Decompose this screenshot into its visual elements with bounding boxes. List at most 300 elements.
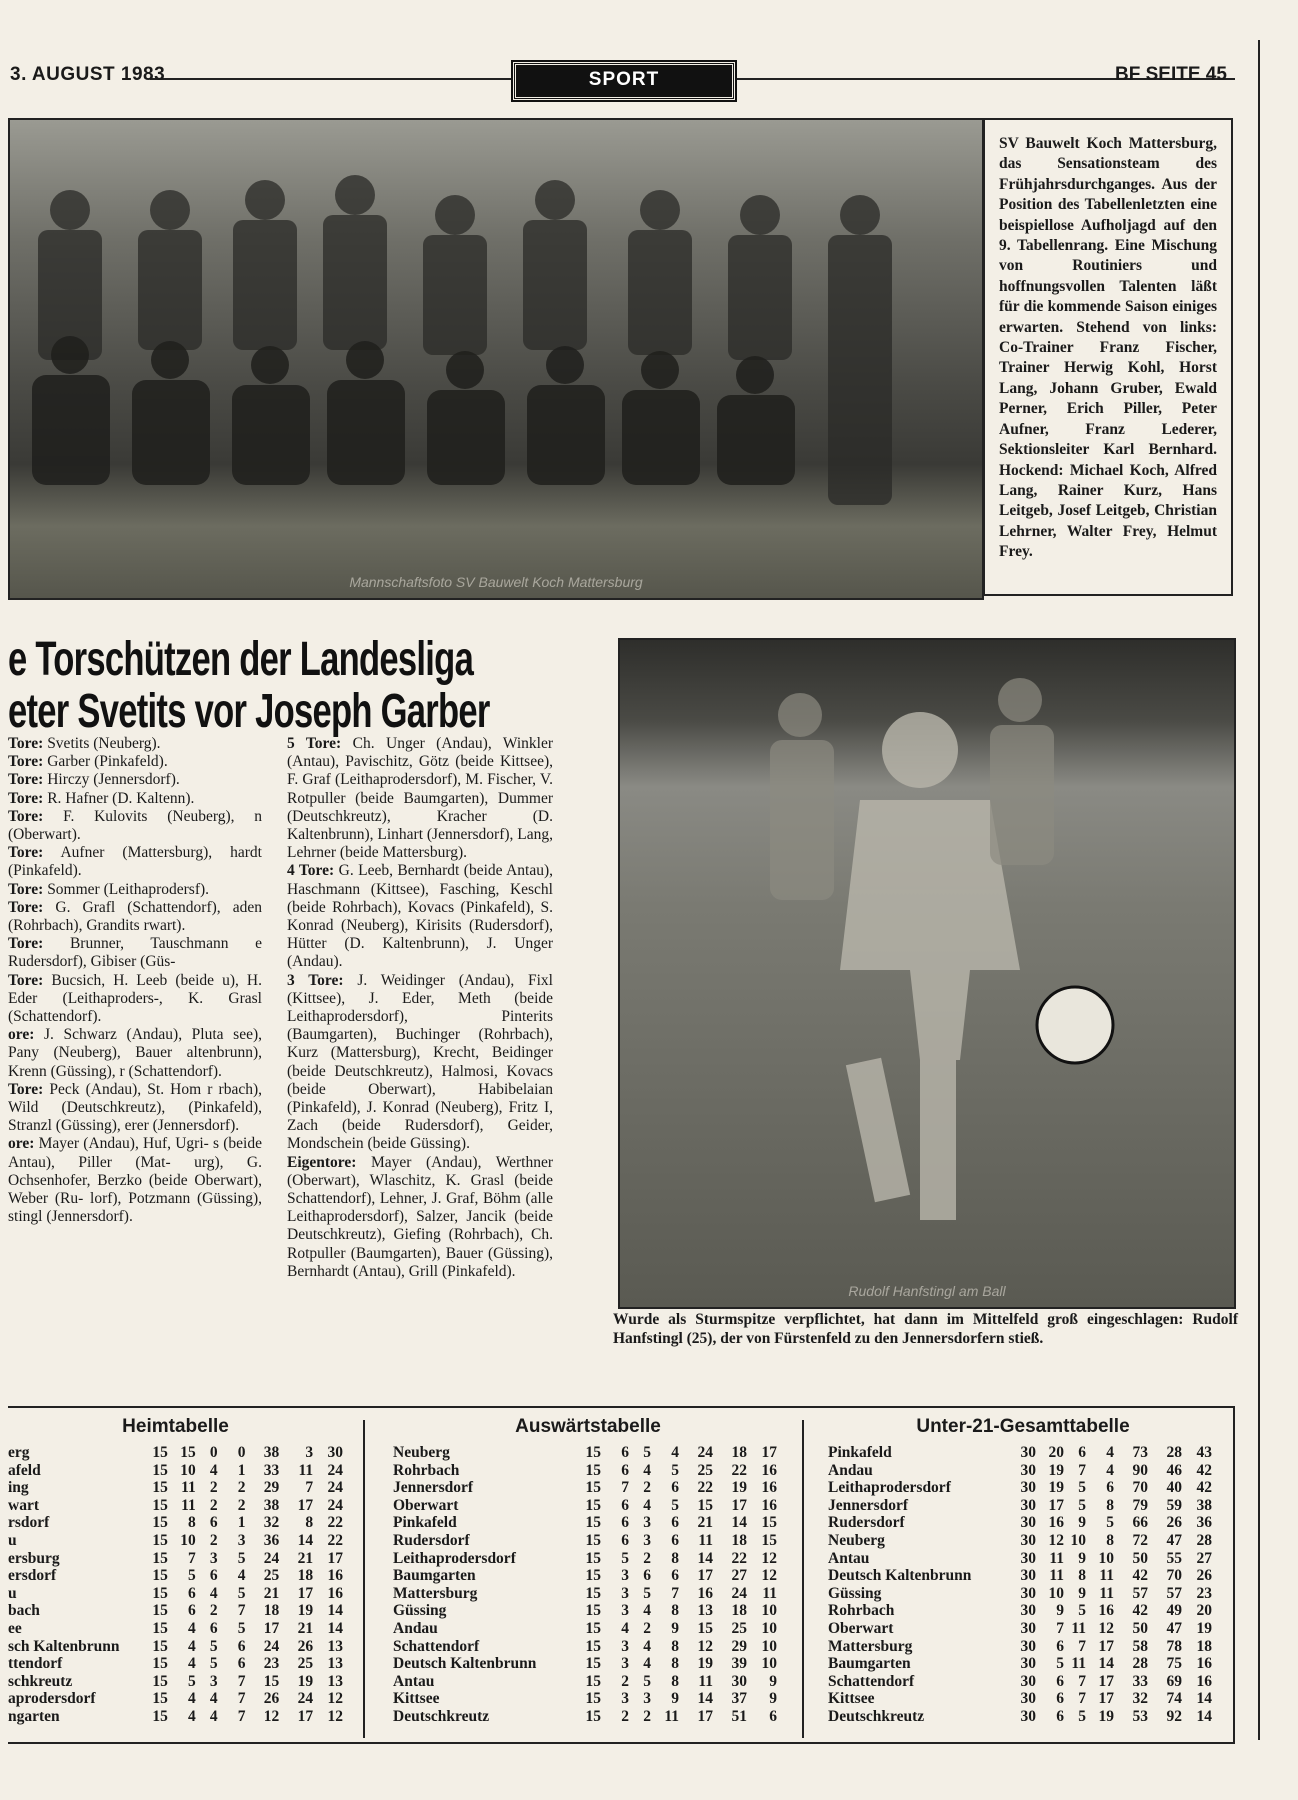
goal-count-label: Tore: — [8, 753, 44, 771]
stat-cell: 7 — [237, 1690, 246, 1708]
stat-cell: 15 — [152, 1655, 168, 1673]
stat-cell: 17 — [1098, 1672, 1114, 1690]
player-silhouette — [620, 640, 1234, 1307]
stat-cell: 38 — [263, 1444, 280, 1461]
scorer-names: G. Leeb, Bernhardt (beide Antau), Haschmann (Kittsee), Fasching, Keschl (beide Rohrbach), Kovacs (Pinkafeld), S. Konrad (Neuberg), Kirisits (Rudersdorf), Hütter (D. Kaltenbrunn), J. Unger (Andau). — [287, 862, 553, 971]
table-row — [8, 1708, 343, 1726]
stat-cell: 47 — [1166, 1619, 1182, 1637]
team-name-cell: u — [8, 1584, 17, 1602]
team-name-cell: Pinkafeld — [828, 1444, 892, 1461]
stat-cell: 6 — [187, 1584, 196, 1602]
stat-cell: 75 — [1166, 1655, 1182, 1673]
stat-cell: 15 — [152, 1690, 168, 1708]
table-row — [393, 1479, 783, 1497]
issue-date: 3. AUGUST 1983 — [10, 64, 166, 85]
table-row — [8, 1620, 343, 1638]
stat-cell: 5 — [643, 1444, 651, 1461]
stat-cell: 10 — [761, 1602, 777, 1620]
stat-cell: 15 — [585, 1461, 601, 1479]
stat-cell: 4 — [643, 1602, 651, 1620]
scorer-names: Svetits (Neuberg). — [43, 735, 161, 752]
team-name-cell: Deutsch Kaltenbrunn — [828, 1567, 972, 1585]
table-row — [393, 1602, 783, 1620]
stat-cell: 15 — [152, 1461, 168, 1479]
team-name-cell: Deutschkreutz — [393, 1707, 490, 1725]
stat-cell: 15 — [180, 1444, 196, 1461]
stat-cell: 15 — [697, 1496, 713, 1514]
stat-cell: 12 — [1098, 1619, 1114, 1637]
goal-count-label: Tore: — [8, 880, 44, 898]
stat-cell: 9 — [769, 1672, 777, 1690]
team-name-cell: Leithaprodersdorf — [828, 1479, 951, 1497]
table-row — [8, 1690, 343, 1708]
scorer-entry — [8, 1081, 262, 1136]
goal-count-label: ore: — [8, 1026, 35, 1044]
team-name-cell: Deutsch Kaltenbrunn — [393, 1655, 537, 1673]
stat-cell: 58 — [1132, 1637, 1148, 1655]
stat-cell: 23 — [263, 1655, 280, 1673]
stat-cell: 55 — [1166, 1549, 1182, 1567]
stat-cell: 5 — [237, 1619, 246, 1637]
table-row — [828, 1497, 1218, 1515]
team-name-cell: Neuberg — [393, 1444, 450, 1461]
stat-cell: 28 — [1166, 1444, 1182, 1461]
stat-cell: 15 — [761, 1531, 777, 1549]
table-row — [828, 1444, 1218, 1462]
stat-cell: 15 — [152, 1531, 168, 1549]
team-name-cell: erg — [8, 1444, 30, 1461]
stat-cell: 30 — [1020, 1514, 1036, 1532]
stat-cell: 39 — [731, 1655, 747, 1673]
goal-count-label: Tore: — [8, 771, 44, 789]
stat-cell: 5 — [671, 1461, 679, 1479]
table-row — [8, 1444, 343, 1462]
stat-cell: 18 — [731, 1602, 747, 1620]
stat-cell: 37 — [731, 1690, 747, 1708]
stat-cell: 17 — [697, 1707, 713, 1725]
table-row — [8, 1462, 343, 1480]
table-row — [828, 1462, 1218, 1480]
table-row — [8, 1655, 343, 1673]
team-name-cell: Andau — [393, 1619, 438, 1637]
stat-cell: 24 — [731, 1584, 747, 1602]
stat-cell: 2 — [209, 1531, 218, 1549]
stat-cell: 8 — [671, 1602, 679, 1620]
stat-cell: 24 — [297, 1690, 314, 1708]
scorer-entry — [8, 771, 262, 789]
stat-cell: 17 — [297, 1584, 314, 1602]
stat-cell: 73 — [1132, 1444, 1148, 1461]
stat-cell: 15 — [152, 1584, 168, 1602]
stat-cell: 10 — [180, 1531, 196, 1549]
scorer-entry — [8, 844, 262, 880]
stat-cell: 15 — [263, 1672, 280, 1690]
stat-cell: 19 — [297, 1602, 314, 1620]
stat-cell: 17 — [297, 1496, 314, 1514]
team-photo-caption: SV Bauwelt Koch Mattersburg, das Sensationsteam des Frühjahrsdurchganges. Aus der Position des Tabellenletzten eine beispiellose Aufholjagd auf den 9. Tabellenrang. Eine Mischung von Routiniers und hoffnungsvollen Talenten läßt für die kommende Saison einiges erwarten. Stehend von links: Co-Trainer Franz Fischer, Trainer Herwig Kohl, Horst Lang, Johann Gruber, Ewald Perner, Erich Piller, Peter Aufner, Franz Lederer, Sektionsleiter Karl Bernhard. Hockend: Michael Koch, Alfred Lang, Rainer Kurz, Hans Leitgeb, Josef Leitgeb, Christian Lehrner, Walter Frey, Helmut Frey. — [983, 118, 1233, 596]
stat-cell: 8 — [1106, 1496, 1114, 1514]
stat-cell: 24 — [263, 1637, 280, 1655]
stat-cell: 29 — [263, 1479, 280, 1497]
table-row — [393, 1585, 783, 1603]
stat-cell: 47 — [1166, 1531, 1182, 1549]
stat-cell: 15 — [585, 1496, 601, 1514]
stat-cell: 18 — [731, 1531, 747, 1549]
table-row — [828, 1479, 1218, 1497]
stat-cell: 33 — [1132, 1672, 1148, 1690]
stat-cell: 15 — [585, 1655, 601, 1673]
team-name-cell: Güssing — [828, 1584, 882, 1602]
stat-cell: 21 — [697, 1514, 713, 1532]
stat-cell: 6 — [643, 1567, 651, 1585]
team-name-cell: u — [8, 1531, 17, 1549]
article-headline: e Torschützen der Landesliga — [8, 633, 474, 686]
team-name-cell: ersburg — [8, 1549, 60, 1567]
stat-cell: 3 — [621, 1602, 629, 1620]
table-row — [8, 1532, 343, 1550]
table-row — [828, 1620, 1218, 1638]
stat-cell: 15 — [152, 1672, 168, 1690]
table-row — [8, 1585, 343, 1603]
table-row — [393, 1550, 783, 1568]
stat-cell: 19 — [1048, 1461, 1064, 1479]
stat-cell: 15 — [152, 1567, 168, 1585]
stat-cell: 6 — [671, 1531, 679, 1549]
stat-cell: 11 — [1099, 1584, 1114, 1602]
team-name-cell: Oberwart — [393, 1496, 459, 1514]
stat-cell: 0 — [209, 1444, 218, 1461]
team-name-cell: Güssing — [393, 1602, 447, 1620]
stat-cell: 11 — [181, 1496, 196, 1514]
stat-cell: 6 — [621, 1514, 629, 1532]
stat-cell: 6 — [671, 1514, 679, 1532]
stat-cell: 2 — [621, 1672, 629, 1690]
stat-cell: 8 — [1106, 1531, 1114, 1549]
stat-cell: 57 — [1166, 1584, 1182, 1602]
scorer-entry — [287, 972, 553, 1154]
stat-cell: 15 — [152, 1637, 168, 1655]
scorer-entry — [8, 881, 262, 899]
table-row — [393, 1567, 783, 1585]
scorer-names: J. Weidinger (Andau), Fixl (Kittsee), J. Eder, Meth (beide Leithaprodersdorf), Pinterits (Baumgarten), Buchinger (Rohrbach), Kurz (Mattersburg), Krecht, Beidinger (beide Deutschkreutz), Halmosi, Kovacs (beide Oberwart), Habibelaian (Pinkafeld), J. Konrad (Neuberg), Fritz I, Zach (beide Rudersdorf), Geider, Mondschein (beide Güssing). — [287, 971, 553, 1153]
stat-cell: 6 — [621, 1461, 629, 1479]
stat-cell: 7 — [671, 1584, 679, 1602]
stat-cell: 12 — [263, 1707, 280, 1725]
scorer-names: Garber (Pinkafeld). — [43, 753, 168, 771]
team-name-cell: Neuberg — [828, 1531, 885, 1549]
stat-cell: 42 — [1196, 1479, 1212, 1497]
stat-cell: 25 — [297, 1655, 314, 1673]
away-table — [393, 1416, 783, 1726]
stat-cell: 20 — [1196, 1602, 1212, 1620]
stat-cell: 51 — [731, 1707, 747, 1725]
stat-cell: 11 — [664, 1707, 679, 1725]
stat-cell: 78 — [1166, 1637, 1182, 1655]
scorer-entry — [8, 935, 262, 971]
team-silhouettes — [10, 120, 982, 598]
stat-cell: 14 — [327, 1619, 343, 1637]
stat-cell: 7 — [1078, 1637, 1086, 1655]
stat-cell: 5 — [1078, 1602, 1086, 1620]
scorer-names: G. Grafl (Schattendorf), aden (Rohrbach), Grandits rwart). — [8, 898, 262, 935]
stat-cell: 6 — [187, 1602, 196, 1620]
stat-cell: 15 — [585, 1619, 601, 1637]
team-name-cell: ersdorf — [8, 1567, 57, 1585]
stat-cell: 27 — [1196, 1549, 1212, 1567]
stat-cell: 2 — [643, 1549, 651, 1567]
stat-cell: 19 — [297, 1672, 314, 1690]
team-name-cell: Rudersdorf — [828, 1514, 905, 1532]
goal-count-label: 4 Tore: — [287, 862, 335, 880]
scorer-names: Mayer (Andau), Huf, Ugri- s (beide Antau), Piller (Mat- urg), G. Ochsenhofer, Berzko (beide Oberwart), Weber (Ru- lorf), Potzmann (Güssing), stingl (Jennersdorf). — [8, 1135, 262, 1226]
table-row — [8, 1673, 343, 1691]
table-row — [828, 1708, 1218, 1726]
stat-cell: 42 — [1132, 1567, 1148, 1585]
stat-cell: 9 — [671, 1619, 679, 1637]
stat-cell: 22 — [731, 1461, 747, 1479]
stat-cell: 6 — [671, 1567, 679, 1585]
scorer-entry — [8, 753, 262, 771]
stat-cell: 36 — [1196, 1514, 1212, 1532]
stat-cell: 72 — [1132, 1531, 1148, 1549]
table-row — [393, 1690, 783, 1708]
team-name-cell: Schattendorf — [393, 1637, 480, 1655]
section-label: SPORT — [513, 62, 735, 100]
stat-cell: 25 — [263, 1567, 280, 1585]
stat-cell: 5 — [1078, 1479, 1086, 1497]
team-name-cell: ttendorf — [8, 1655, 63, 1673]
stat-cell: 15 — [761, 1514, 777, 1532]
stat-cell: 12 — [697, 1637, 713, 1655]
stat-cell: 5 — [187, 1672, 196, 1690]
stat-cell: 5 — [671, 1496, 679, 1514]
stat-cell: 30 — [1020, 1479, 1036, 1497]
table-row — [393, 1444, 783, 1462]
stat-cell: 3 — [305, 1444, 314, 1461]
table-row — [8, 1550, 343, 1568]
stat-cell: 1 — [237, 1514, 246, 1532]
goal-count-label: Tore: — [8, 971, 44, 989]
stat-cell: 6 — [1056, 1690, 1064, 1708]
stat-cell: 14 — [297, 1531, 314, 1549]
stat-cell: 4 — [237, 1567, 246, 1585]
stat-cell: 38 — [1196, 1496, 1212, 1514]
stat-cell: 28 — [1132, 1655, 1148, 1673]
stat-cell: 2 — [209, 1479, 218, 1497]
stat-cell: 4 — [187, 1619, 196, 1637]
stat-cell: 4 — [187, 1690, 196, 1708]
stat-cell: 15 — [152, 1479, 168, 1497]
scorer-names: Brunner, Tauschmann e Rudersdorf), Gibiser (Güs- — [8, 935, 262, 971]
stat-cell: 49 — [1166, 1602, 1182, 1620]
stat-cell: 30 — [1020, 1637, 1036, 1655]
stat-cell: 21 — [297, 1619, 314, 1637]
stat-cell: 4 — [209, 1707, 218, 1725]
table-row — [828, 1514, 1218, 1532]
stat-cell: 15 — [152, 1619, 168, 1637]
stat-cell: 2 — [643, 1479, 651, 1497]
stat-cell: 66 — [1132, 1514, 1148, 1532]
stat-cell: 92 — [1166, 1707, 1182, 1725]
stat-cell: 24 — [327, 1461, 343, 1479]
table-row — [393, 1497, 783, 1515]
stat-cell: 6 — [237, 1637, 246, 1655]
team-name-cell: afeld — [8, 1461, 41, 1479]
article-subheadline: eter Svetits vor Joseph Garber — [8, 685, 490, 738]
stat-cell: 30 — [1020, 1444, 1036, 1461]
stat-cell: 18 — [731, 1444, 747, 1461]
stat-cell: 11 — [298, 1461, 314, 1479]
table-divider — [802, 1420, 804, 1738]
team-name-cell: Jennersdorf — [828, 1496, 909, 1514]
stat-cell: 4 — [643, 1655, 651, 1673]
stat-cell: 17 — [731, 1496, 747, 1514]
scorer-names: R. Hafner (D. Kaltenn). — [43, 789, 195, 807]
stat-cell: 17 — [1048, 1496, 1064, 1514]
scorer-entry — [8, 899, 262, 935]
scorer-entry — [8, 808, 262, 844]
stat-cell: 6 — [209, 1514, 218, 1532]
stat-cell: 22 — [327, 1514, 343, 1532]
team-name-cell: wart — [8, 1496, 39, 1514]
stat-cell: 11 — [1071, 1655, 1086, 1673]
column-rule — [1258, 40, 1260, 1740]
home-table-title: Heimtabelle — [122, 1416, 229, 1437]
table-row — [8, 1497, 343, 1515]
home-table — [8, 1416, 343, 1726]
stat-cell: 16 — [1048, 1514, 1064, 1532]
stat-cell: 4 — [643, 1496, 651, 1514]
team-name-cell: aprodersdorf — [8, 1690, 96, 1708]
stat-cell: 46 — [1166, 1461, 1182, 1479]
scorer-names: Peck (Andau), St. Hom r rbach), Wild (Deutschkreutz), (Pinkafeld), Stranzl (Güssing), erer (Jennersdorf). — [8, 1080, 262, 1135]
stat-cell: 42 — [1196, 1461, 1212, 1479]
stat-cell: 18 — [263, 1602, 280, 1620]
stat-cell: 8 — [671, 1549, 679, 1567]
stat-cell: 11 — [762, 1584, 777, 1602]
stat-cell: 17 — [761, 1444, 777, 1461]
stat-cell: 15 — [585, 1549, 601, 1567]
stat-cell: 4 — [209, 1690, 218, 1708]
stat-cell: 2 — [643, 1707, 651, 1725]
table-row — [393, 1638, 783, 1656]
stat-cell: 15 — [152, 1514, 168, 1532]
stat-cell: 3 — [621, 1584, 629, 1602]
stat-cell: 21 — [263, 1584, 280, 1602]
stat-cell: 6 — [1106, 1479, 1114, 1497]
team-name-cell: sch Kaltenbrunn — [8, 1637, 120, 1655]
stat-cell: 19 — [1196, 1619, 1212, 1637]
team-name-cell: bach — [8, 1602, 40, 1620]
stat-cell: 5 — [187, 1567, 196, 1585]
stat-cell: 25 — [697, 1461, 713, 1479]
stat-cell: 9 — [1078, 1514, 1086, 1532]
team-name-cell: Rohrbach — [828, 1602, 895, 1620]
stat-cell: 7 — [237, 1672, 246, 1690]
stat-cell: 21 — [297, 1549, 314, 1567]
table-row — [8, 1602, 343, 1620]
table-row — [393, 1514, 783, 1532]
stat-cell: 15 — [585, 1567, 601, 1585]
stat-cell: 30 — [1020, 1584, 1036, 1602]
stat-cell: 5 — [209, 1637, 218, 1655]
goal-count-label: Tore: — [8, 735, 44, 752]
table-row — [828, 1638, 1218, 1656]
goal-count-label: Tore: — [8, 1080, 44, 1098]
stat-cell: 28 — [1196, 1531, 1212, 1549]
scorer-names: Sommer (Leithaprodersf). — [43, 880, 210, 898]
stat-cell: 15 — [152, 1707, 168, 1725]
stat-cell: 9 — [1078, 1549, 1086, 1567]
stat-cell: 16 — [327, 1567, 343, 1585]
stat-cell: 30 — [1020, 1549, 1036, 1567]
team-name-cell: Rudersdorf — [393, 1531, 470, 1549]
stat-cell: 15 — [585, 1531, 601, 1549]
table-row — [8, 1479, 343, 1497]
team-name-cell: Andau — [828, 1461, 873, 1479]
stat-cell: 7 — [621, 1479, 629, 1497]
stat-cell: 18 — [297, 1567, 314, 1585]
scorer-entry — [8, 1135, 262, 1226]
table-row — [393, 1673, 783, 1691]
stat-cell: 7 — [1078, 1690, 1086, 1708]
stat-cell: 15 — [585, 1479, 601, 1497]
action-photo-caption: Wurde als Sturmspitze verpflichtet, hat dann im Mittelfeld groß eingeschlagen: Rudolf Hanfstingl (25), der von Fürstenfeld zu den Jennersdorfern stieß. — [613, 1311, 1238, 1347]
stat-cell: 30 — [1020, 1531, 1036, 1549]
stat-cell: 14 — [1196, 1690, 1212, 1708]
scorer-names: J. Schwarz (Andau), Pluta see), Pany (Neuberg), Bauer altenbrunn), Krenn (Güssing), r (Schattendorf). — [8, 1026, 262, 1080]
table-row — [828, 1567, 1218, 1585]
stat-cell: 8 — [671, 1637, 679, 1655]
stat-cell: 16 — [761, 1461, 777, 1479]
stat-cell: 16 — [761, 1479, 777, 1497]
stat-cell: 6 — [209, 1619, 218, 1637]
stat-cell: 17 — [327, 1549, 343, 1567]
stat-cell: 3 — [621, 1567, 629, 1585]
stat-cell: 24 — [327, 1496, 343, 1514]
stat-cell: 4 — [187, 1655, 196, 1673]
stat-cell: 9 — [671, 1690, 679, 1708]
stat-cell: 69 — [1166, 1672, 1182, 1690]
team-name-cell: rsdorf — [8, 1514, 50, 1532]
stat-cell: 6 — [1056, 1707, 1064, 1725]
stat-cell: 15 — [585, 1672, 601, 1690]
stat-cell: 14 — [697, 1690, 713, 1708]
team-photo-label: Mannschaftsfoto SV Bauwelt Koch Mattersburg — [349, 574, 643, 590]
team-name-cell: Antau — [393, 1672, 435, 1690]
stat-cell: 33 — [263, 1461, 280, 1479]
team-name-cell: Baumgarten — [828, 1655, 911, 1673]
stat-cell: 15 — [585, 1514, 601, 1532]
scorer-names: Hirczy (Jennersdorf). — [43, 771, 180, 789]
stat-cell: 10 — [1098, 1549, 1114, 1567]
team-name-cell: Antau — [828, 1549, 870, 1567]
stat-cell: 16 — [1098, 1602, 1114, 1620]
stat-cell: 30 — [1020, 1619, 1036, 1637]
stat-cell: 6 — [621, 1444, 629, 1461]
scorer-entry — [287, 1154, 553, 1281]
stat-cell: 14 — [327, 1602, 343, 1620]
stat-cell: 6 — [1078, 1444, 1086, 1461]
stat-cell: 32 — [263, 1514, 280, 1532]
stat-cell: 10 — [180, 1461, 196, 1479]
team-name-cell: Deutschkreutz — [828, 1707, 925, 1725]
stat-cell: 4 — [643, 1637, 651, 1655]
stat-cell: 23 — [1196, 1584, 1212, 1602]
stat-cell: 11 — [698, 1672, 713, 1690]
table-row — [8, 1567, 343, 1585]
stat-cell: 14 — [697, 1549, 713, 1567]
